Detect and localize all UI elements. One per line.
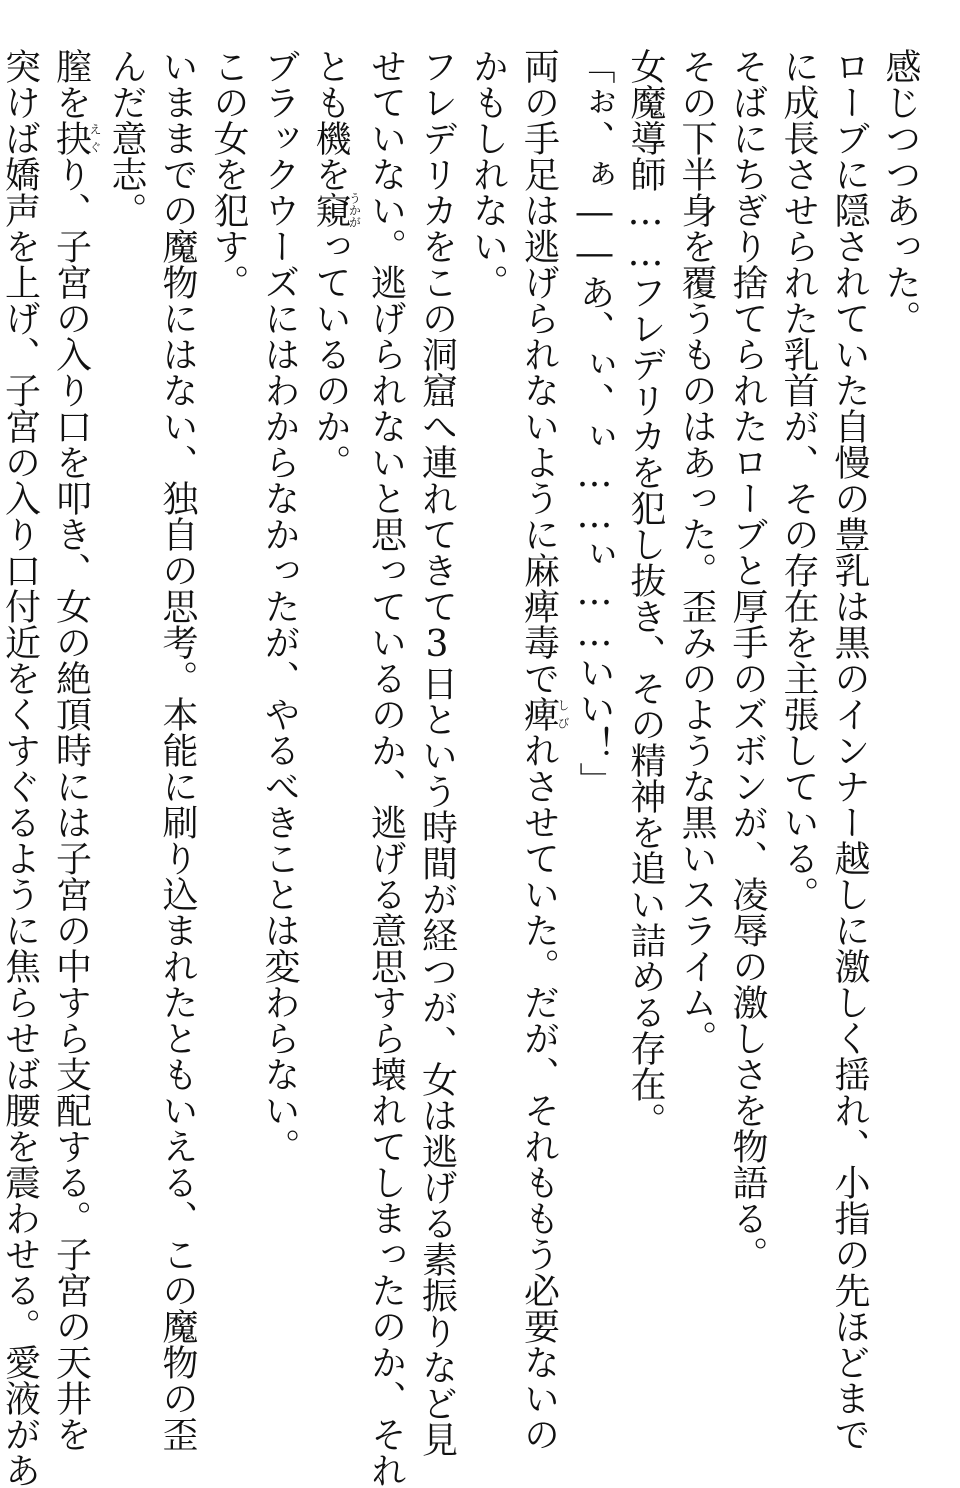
text-line-17: 膣を抉えぐり、子宮の入り口を叩き、女の絶頂時には子宮の中すら支配する。子宮の天井を (50, 48, 102, 1452)
text-line-16: んだ意志。 (106, 48, 147, 228)
ruby-shibi: 痺しび (518, 696, 570, 732)
ruby-ukaga: 窺うかが (310, 192, 362, 228)
text-line-14: この女を犯す。 (208, 48, 249, 300)
text-line-3: に成長させられた乳首が、その存在を主張している。 (778, 48, 819, 912)
text-line-13: ブラックウーズにはわからなかったが、やるべきことは変わらない。 (259, 48, 300, 1164)
text-line-15: いままでの魔物にはない、独自の思考。本能に刷り込まれたともいえる、この魔物の歪 (157, 48, 198, 1452)
text-line-8: 両の手足は逃げられないように麻痺毒で痺しびれさせていた。だが、それももう必要ないの (518, 48, 570, 1452)
text-line-5: その下半身を覆うものはあった。歪みのような黒いスライム。 (676, 48, 717, 1056)
text-line-12: とも機を窺うかがっているのか。 (310, 48, 362, 480)
text-line-1: 感じつつあった。 (880, 48, 921, 336)
vertical-text-body (0, 48, 926, 1488)
text-line-18: 突けば嬌声を上げ、子宮の入り口付近をくすぐるように焦らせば腰を震わせる。愛液があ (0, 48, 41, 1488)
text-line-4: そばにちぎり捨てられたローブと厚手のズボンが、凌辱の激しさを物語る。 (727, 48, 768, 1272)
text-line-9: かもしれない。 (467, 48, 509, 300)
text-line-6: 女魔導師……フレデリカを犯し抜き、その精神を追い詰める存在。 (625, 48, 666, 1138)
ruby-egu: 抉えぐ (50, 120, 102, 156)
text-line-11: せていない。逃げられないと思っているのか、逃げる意思すら壊れてしまったのか、それ (365, 48, 407, 1488)
text-line-2: ローブに隠されていた自慢の豊乳は黒のインナー越しに激しく揺れ、小指の先ほどまで (829, 48, 870, 1452)
text-line-10: フレデリカをこの洞窟へ連れてきて3日という時間が経つが、女は逃げる素振りなど見 (416, 48, 458, 1457)
text-line-7: 「ぉ、ぁ――あ、ぃ、ぃ……ぃ……いい！」 (574, 48, 615, 798)
